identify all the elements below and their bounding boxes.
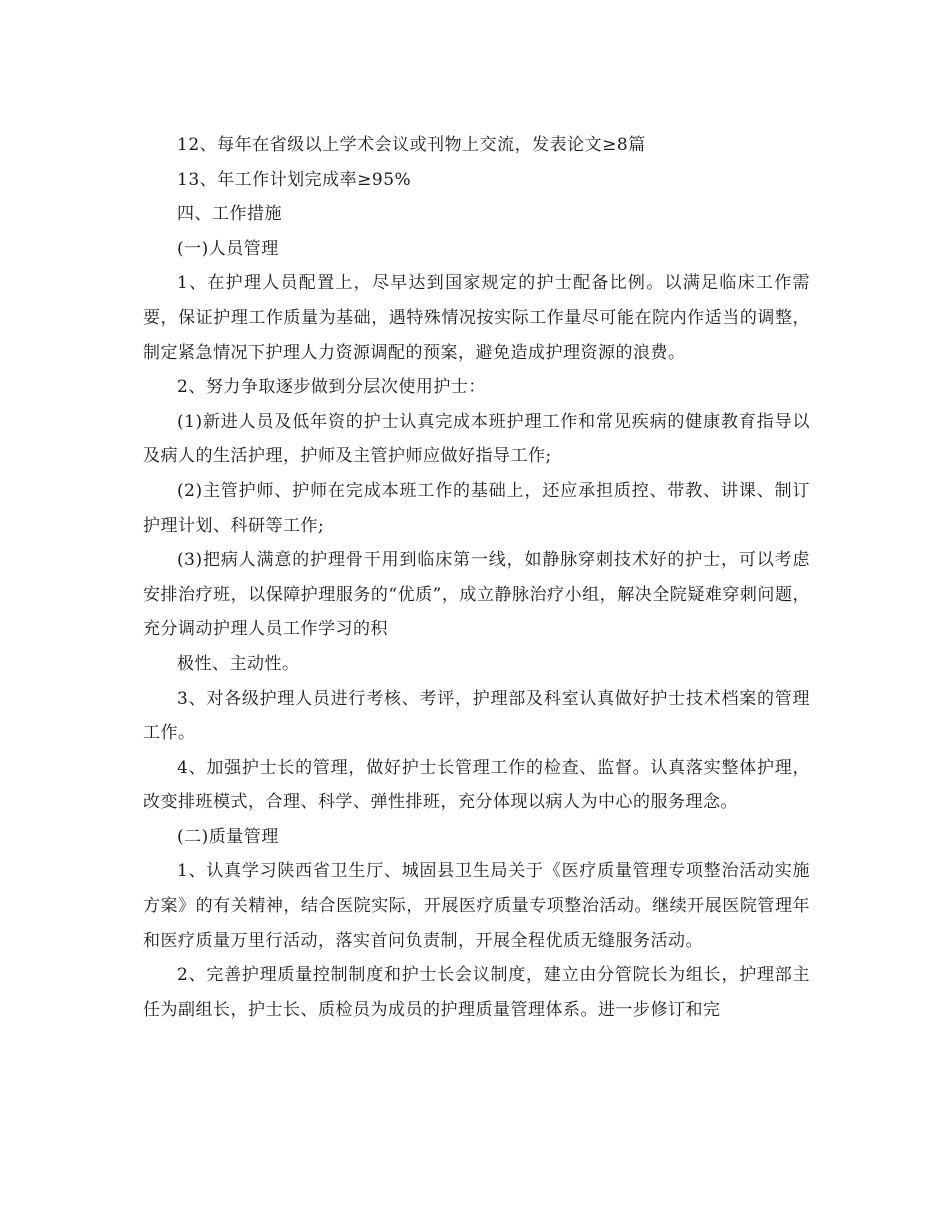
paragraph-personnel-2-item-3: (3)把病人满意的护理骨干用到临床第一线，如静脉穿刺技术好的护士，可以考虑安排治疗班，以保障护理服务的“优质”，成立静脉治疗小组，解决全院疑难穿刺问题，充分调动护理人员工作学习的积 — [143, 550, 810, 640]
document-body — [143, 128, 810, 1027]
paragraph-personnel-3: 3、对各级护理人员进行考核、考评，护理部及科室认真做好护士技术档案的管理工作。 — [143, 688, 810, 744]
paragraph-personnel-1: 1、在护理人员配置上，尽早达到国家规定的护士配备比例。以满足临床工作需要，保证护理工作质量为基础，遇特殊情况按实际工作量尽可能在院内作适当的调整，制定紧急情况下护理人力资源调配的预案，避免造成护理资源的浪费。 — [143, 273, 810, 363]
paragraph-quality-1: 1、认真学习陕西省卫生厅、城固县卫生局关于《医疗质量管理专项整治活动实施方案》的有关精神，结合医院实际，开展医疗质量专项整治活动。继续开展医院管理年和医疗质量万里行活动，落实首问负责制，开展全程优质无缝服务活动。 — [143, 861, 810, 951]
paragraph-personnel-2-item-2: (2)主管护师、护师在完成本班工作的基础上，还应承担质控、带教、讲课、制订护理计划、科研等工作; — [143, 480, 810, 536]
paragraph-personnel-2-item-3-continued: 极性、主动性。 — [177, 653, 300, 674]
subsection-heading-personnel: (一)人员管理 — [177, 238, 279, 259]
paragraph-quality-2: 2、完善护理质量控制制度和护士长会议制度，建立由分管院长为组长，护理部主任为副组长，护士长、质检员为成员的护理质量管理体系。进一步修订和完 — [143, 965, 810, 1020]
paragraph-personnel-2: 2、努力争取逐步做到分层次使用护士： — [177, 377, 486, 398]
section-heading-measures: 四、工作措施 — [177, 204, 282, 225]
subsection-heading-quality: (二)质量管理 — [177, 826, 279, 847]
paragraph-personnel-2-item-1: (1)新进人员及低年资的护士认真完成本班护理工作和常见疾病的健康教育指导以及病人的生活护理，护师及主管护师应做好指导工作; — [143, 411, 810, 467]
paragraph-goal-12: 12、每年在省级以上学术会议或刊物上交流，发表论文≥8篇 — [177, 135, 646, 155]
paragraph-personnel-4: 4、加强护士长的管理，做好护士长管理工作的检查、监督。认真落实整体护理，改变排班模式，合理、科学、弹性排班，充分体现以病人为中心的服务理念。 — [143, 757, 810, 813]
paragraph-goal-13: 13、年工作计划完成率≥95% — [177, 169, 412, 190]
